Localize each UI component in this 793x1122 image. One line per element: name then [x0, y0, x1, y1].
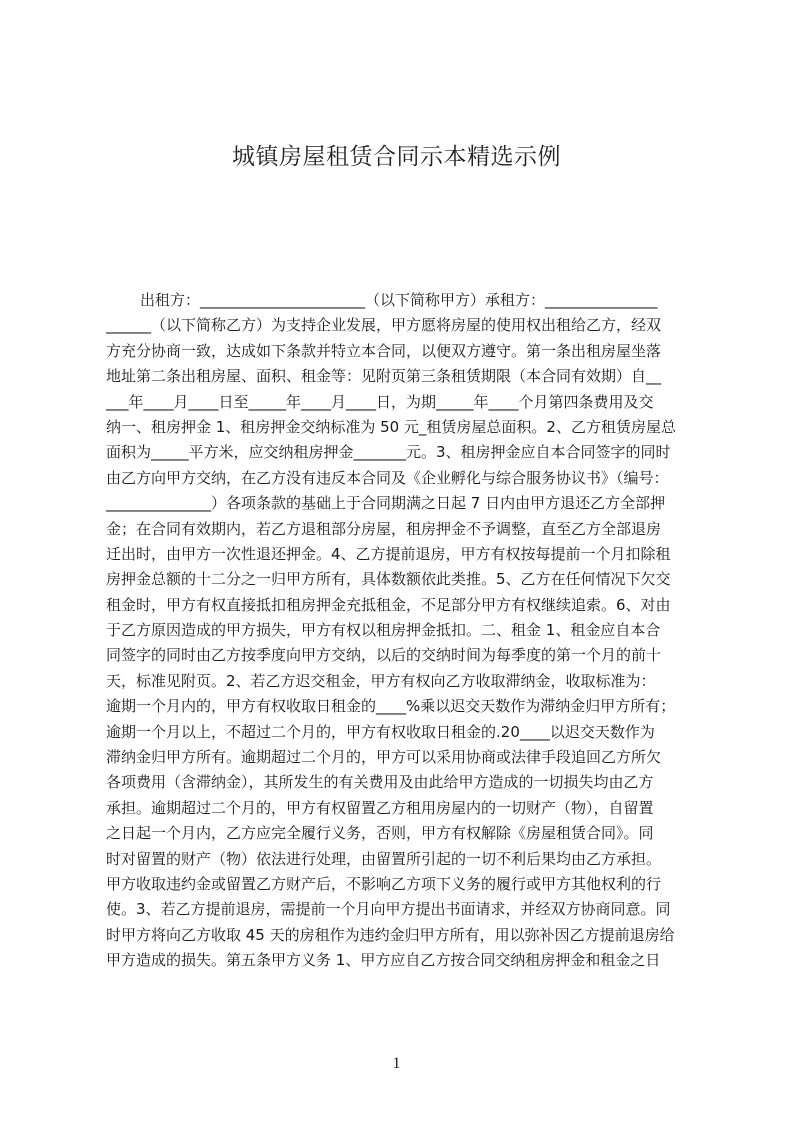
body-line: 甲方造成的损失。第五条甲方义务 1、甲方应自乙方按合同交纳租房押金和租金之日	[106, 951, 661, 970]
body-line: 承担。逾期超过二个月的，甲方有权留置乙方租用房屋内的一切财产（物），自留置	[106, 798, 654, 817]
body-line: 甲方收取违约金或留置乙方财产后，不影响乙方项下义务的履行或甲方其他权利的行	[106, 874, 662, 893]
body-line: 纳一、租房押金 1、租房押金交纳标准为 50 元_租赁房屋总面积。2、乙方租赁房屋总	[106, 417, 676, 436]
body-line: 面积为_____平方米，应交纳租房押金_______元。3、租房押金应自本合同签字的同时	[106, 443, 671, 462]
body-line: 房押金总额的十二分之一归甲方所有，具体数额依此类推。5、乙方在任何情况下欠交	[106, 570, 671, 589]
body-line: 逾期一个月内的，甲方有权收取日租金的____%乘以迟交天数作为滞纳金归甲方所有；	[106, 697, 676, 716]
body-line: 同签字的同时由乙方按季度向甲方交纳，以后的交纳时间为每季度的第一个月的前十	[106, 646, 662, 665]
body-line: 使。3、若乙方提前退房，需提前一个月向甲方提出书面请求，并经双方协商同意。同	[106, 900, 671, 919]
document-title: 城镇房屋租赁合同示本精选示例	[232, 144, 561, 170]
body-line: 由乙方向甲方交纳，在乙方没有违反本合同及《企业孵化与综合服务协议书》（编号：	[106, 468, 669, 487]
body-line: 滞纳金归甲方所有。逾期超过二个月的，甲方可以采用协商或法律手段追回乙方所欠	[106, 748, 662, 767]
body-line: 之日起一个月内，乙方应完全履行义务，否则，甲方有权解除《房屋租赁合同》。同	[106, 824, 654, 843]
body-line: 方充分协商一致，达成如下条款并特立本合同，以便双方遵守。第一条出租房屋坐落	[106, 341, 662, 360]
body-line: 逾期一个月以上，不超过二个月的，甲方有权收取日租金的.20____以迟交天数作为	[106, 722, 655, 741]
body-line: 迁出时，由甲方一次性退还押金。4、乙方提前退房，甲方有权按每提前一个月扣除租	[106, 544, 671, 563]
contract-body	[106, 288, 698, 974]
body-line: 于乙方原因造成的甲方损失，甲方有权以租房押金抵扣。二、租金 1、租金应自本合	[106, 621, 661, 640]
body-line: 地址第二条出租房屋、面积、租金等：见附页第三条租赁期限（本合同有效期）自__	[106, 367, 662, 386]
body-line: 时甲方将向乙方收取 45 天的房租作为违约金归甲方所有，用以弥补因乙方提前退房给	[106, 925, 675, 944]
body-line: ___年____月____日至_____年____月____日，为期_____年____个月第四条费用及交	[106, 392, 654, 411]
body-line: ______________）各项条款的基础上于合同期满之日起 7 日内由甲方退还乙方全部押	[106, 494, 666, 513]
body-line: 出租方：______________________（以下简称甲方）承租方：_______________	[140, 291, 658, 309]
body-line: 天，标准见附页。2、若乙方迟交租金，甲方有权向乙方收取滞纳金，收取标准为：	[106, 671, 656, 690]
page-number: 1	[392, 1055, 401, 1072]
body-line: 各项费用（含滞纳金），其所发生的有关费用及由此给甲方造成的一切损失均由乙方	[106, 773, 654, 792]
body-line: 租金时，甲方有权直接抵扣租房押金充抵租金，不足部分甲方有权继续追索。6、对由	[106, 595, 671, 614]
body-line: ______（以下简称乙方）为支持企业发展，甲方愿将房屋的使用权出租给乙方，经双	[106, 316, 662, 335]
body-line: 时对留置的财产（物）依法进行处理，由留置所引起的一切不利后果均由乙方承担。	[106, 849, 662, 868]
body-line: 金；在合同有效期内，若乙方退租部分房屋，租房押金不予调整，直至乙方全部退房	[106, 519, 662, 538]
